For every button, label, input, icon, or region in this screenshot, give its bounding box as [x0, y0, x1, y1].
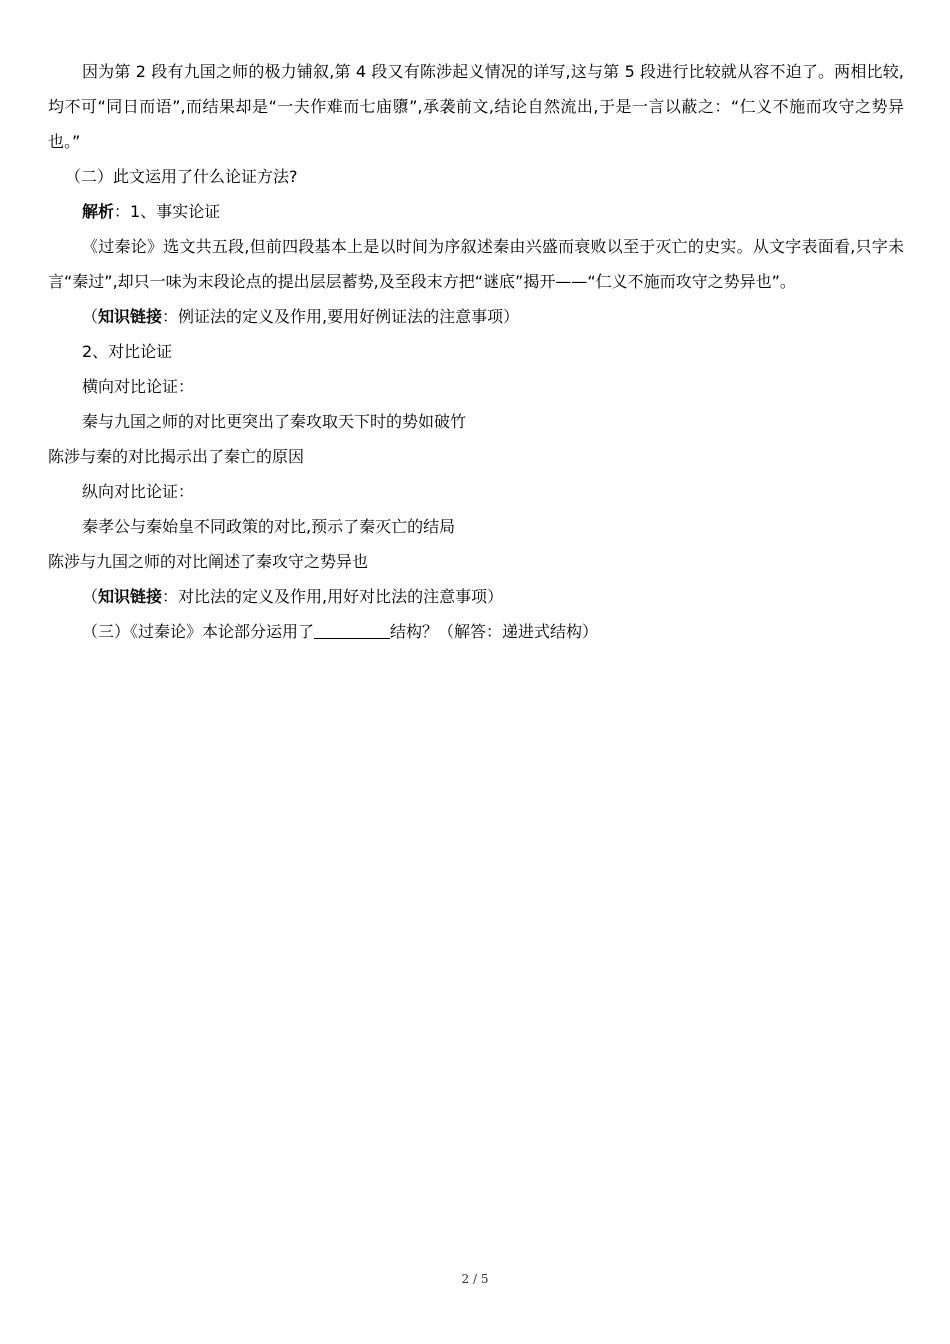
analysis-label: 解析: [82, 202, 115, 221]
question-two: （二）此文运用了什么论证方法?: [65, 167, 298, 186]
vertical-contrast-line-one: 秦孝公与秦始皇不同政策的对比,预示了秦灭亡的结局: [82, 517, 456, 536]
horizontal-contrast-heading: 横向对比论证：: [82, 377, 195, 396]
question-three-after: 结构？（解答：递进式结构）: [390, 622, 599, 641]
vertical-contrast-heading: 纵向对比论证：: [82, 482, 195, 501]
analysis-text: ：1、事实论证: [114, 202, 221, 221]
horizontal-contrast-line-two: 陈涉与秦的对比揭示出了秦亡的原因: [48, 447, 305, 466]
knowledge-link-text: ：对比法的定义及作用,用好对比法的注意事项）: [162, 587, 504, 606]
paragraph-comparison-conclusion: 因为第 2 段有九国之师的极力铺叙,第 4 段又有陈涉起义情况的详写,这与第 5 段进行比较就从容不迫了。两相比较,均不可“同日而语”,而结果却是“一夫作难而七庙隳”,承袭前文,结论自然流出,于是一言以蔽之：“仁义不施而攻守之势异也。”: [48, 62, 904, 151]
fill-in-blank: [314, 622, 390, 639]
page-number: 2 / 5: [461, 1272, 489, 1286]
vertical-contrast-line-two: 陈涉与九国之师的对比阐述了秦攻守之势异也: [48, 552, 369, 571]
knowledge-link-one: [48, 299, 904, 334]
knowledge-link-text: ：例证法的定义及作用,要用好例证法的注意事项）: [162, 307, 520, 326]
analysis-line: [48, 194, 904, 229]
knowledge-link-label: 知识链接: [98, 587, 163, 606]
question-three-before: （三）《过秦论》本论部分运用了: [82, 622, 315, 641]
document-body: [48, 54, 904, 649]
horizontal-contrast-line-one: 秦与九国之师的对比更突出了秦攻取天下时的势如破竹: [82, 412, 467, 431]
paragraph-fact-argument: 《过秦论》选文共五段,但前四段基本上是以时间为序叙述秦由兴盛而衰败以至于灭亡的史实。从文字表面看,只字未言“秦过”,却只一味为末段论点的提出层层蓄势,及至段末方把“谜底”揭开——“仁义不施而攻守之势异也”。: [48, 237, 904, 291]
question-three: [48, 614, 904, 649]
knowledge-link-open: （: [82, 307, 99, 326]
knowledge-link-label: 知识链接: [98, 307, 163, 326]
item-contrast-argument: 2、对比论证: [82, 342, 173, 361]
knowledge-link-open: （: [82, 587, 99, 606]
knowledge-link-two: [48, 579, 904, 614]
